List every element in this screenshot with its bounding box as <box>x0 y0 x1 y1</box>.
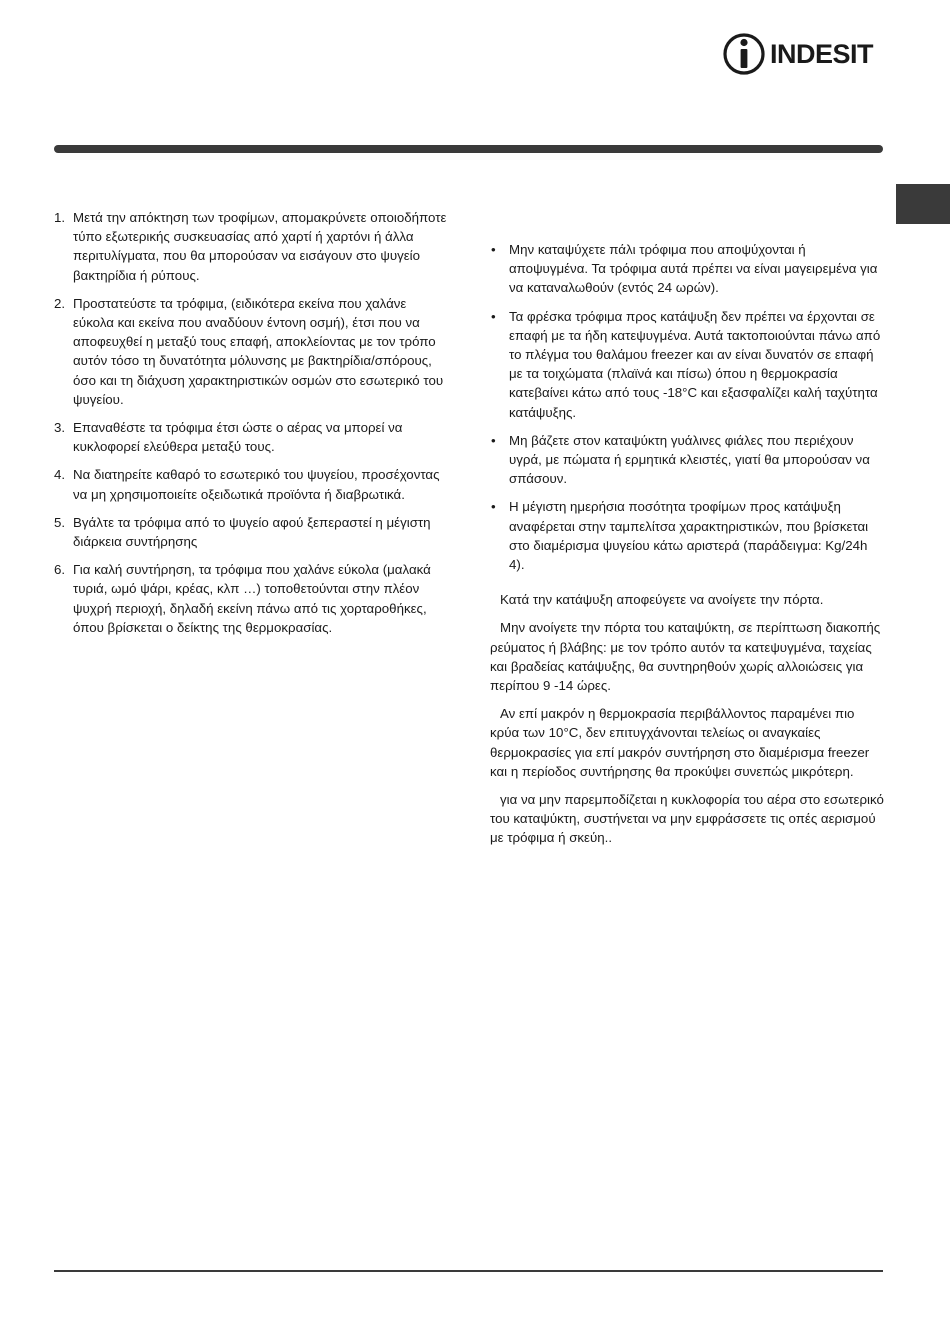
bullet-mark: • <box>491 432 496 448</box>
header-divider <box>54 145 883 153</box>
list-item <box>54 560 449 637</box>
paragraph: Μην ανοίγετε την πόρτα του καταψύκτη, σε περίπτωση διακοπής ρεύματος ή βλάβης: με τον τρόπο αυτόν τα κατεψυγμένα, ταχείας και βραδείας κατάψυξης, θα συντηρηθούν χωρίς αλλοιώσεις για περίπου 9 -14 ώρες. <box>490 620 881 694</box>
section-tab-marker <box>896 184 950 224</box>
right-column <box>490 240 885 857</box>
item-number: 5. <box>54 514 66 530</box>
list-item <box>54 513 449 551</box>
list-item <box>54 294 449 409</box>
item-text: Η μέγιστη ημερήσια ποσότητα τροφίμων προς κατάψυξη αναφέρεται στην ταμπελίτσα χαρακτηριστικών, που βρίσκεται στο διαμέρισμα ψυγείου κάτω αριστερά (παράδειγμα: Kg/24h 4). <box>509 499 869 573</box>
item-number: 2. <box>54 295 66 311</box>
list-item <box>490 240 885 298</box>
paragraph: Αν επί μακρόν η θερμοκρασία περιβάλλοντος παραμένει πιο κρύα των 10°C, δεν επιτυγχάνονται τελείως οι αναγκαίες θερμοκρασίες για επί μακρόν συντήρηση στο διαμέρισμα freezer και η περίοδος συντήρησης θα προκύψει συνεπώς μικρότερη. <box>490 706 870 779</box>
freezer-tips-list <box>490 240 885 574</box>
item-text: Μη βάζετε στον καταψύκτη γυάλινες φιάλες που περιέχουν υγρά, με πώματα ή ερμητικά κλειστές, γιατί θα μπορούσαν να σπάσουν. <box>509 432 870 487</box>
list-item <box>54 465 449 503</box>
bullet-mark: • <box>491 242 496 257</box>
item-number: 4. <box>54 467 66 483</box>
list-item <box>490 497 885 574</box>
item-text: Βγάλτε τα τρόφιμα από το ψυγείο αφού ξεπεραστεί η μέγιστη διάρκεια συντήρησης <box>73 514 431 550</box>
list-item <box>490 431 885 489</box>
item-number: 6. <box>54 562 66 578</box>
list-item <box>490 307 885 422</box>
indesit-logo-icon <box>722 32 766 76</box>
item-text: Επαναθέστε τα τρόφιμα έτσι ώστε ο αέρας να μπορεί να κυκλοφορεί ελεύθερα μεταξύ τους. <box>73 420 403 455</box>
brand-logo <box>722 32 873 76</box>
item-text: Τα φρέσκα τρόφιμα προς κατάψυξη δεν πρέπει να έρχονται σε επαφή με τα ήδη κατεψυγμένα. Αυτά τακτοποιούνται πάνω από το πλέγμα του θαλάμου freezer και αν είναι δυνατόν σε επαφή με τα τοιχώματα (πλαϊνά και πίσω) όπου η θερμοκρασία κατεβαίνει κάτω από τους -18°C και εξασφαλίζει καλή ταχύτητα κατάψυξης. <box>509 308 881 420</box>
item-number: 1. <box>54 210 66 225</box>
item-number: 3. <box>54 420 66 436</box>
storage-instructions-list <box>54 208 449 637</box>
left-column <box>54 208 449 646</box>
list-item <box>54 418 449 456</box>
item-text: Για καλή συντήρηση, τα τρόφιμα που χαλάνε εύκολα (μαλακά τυριά, ωμό ψάρι, κρέας, κλπ …) τοποθετούνται στην πλέον ψυχρή περιοχή, δηλαδή εκείνη πάνω από τις χορταροθήκες, όπου βρίσκεται ο δείκτης της θερμοκρασίας. <box>73 562 431 635</box>
item-text: Μην καταψύχετε πάλι τρόφιμα που αποψύχονται ή αποψυγμένα. Τα τρόφιμα αυτά πρέπει να είναι μαγειρεμένα για να καταναλωθούν (εντός 24 ωρών). <box>509 242 878 296</box>
item-text: Προστατεύστε τα τρόφιμα, (ειδικότερα εκείνα που χαλάνε εύκολα και εκείνα που αναδύουν έντονη οσμή), έτσι που να αποφευχθεί η μεταξύ τους επαφή, αποκλείοντας με τον τρόπο αυτόν τόσο τη δυνατότητα μόλυνσης με βακτηρίδια/σπόρους, όσο και τη διάχυση χαρακτηριστικών οσμών στο εσωτερικό του ψυγείου. <box>73 295 444 407</box>
paragraph: Κατά την κατάψυξη αποφεύγετε να ανοίγετε την πόρτα. <box>500 592 824 608</box>
item-text: Μετά την απόκτηση των τροφίμων, απομακρύνετε οποιοδήποτε τύπο εξωτερικής συσκευασίας από χαρτί ή χαρτόνι ή άλλα περιτυλίγματα, που θα μπορούσαν να εισάγουν στο ψυγείο βακτηρίδια ή ρύπους. <box>73 210 447 283</box>
paragraph: για να μην παρεμποδίζεται η κυκλοφορία του αέρα στο εσωτερικό του καταψύκτη, συστήνεται να μην εμφράσσετε τις οπές αερισμού με τρόφιμα ή σκεύη.. <box>490 792 884 846</box>
item-text: Να διατηρείτε καθαρό το εσωτερικό του ψυγείου, προσέχοντας να μη χρησιμοποιείτε οξειδωτικά προϊόντα ή διαβρωτικά. <box>73 467 440 502</box>
bullet-mark: • <box>491 499 496 515</box>
list-item <box>54 208 449 285</box>
brand-name: INDESIT <box>770 39 874 69</box>
footer-divider <box>54 1270 883 1272</box>
bullet-mark: • <box>491 308 496 324</box>
